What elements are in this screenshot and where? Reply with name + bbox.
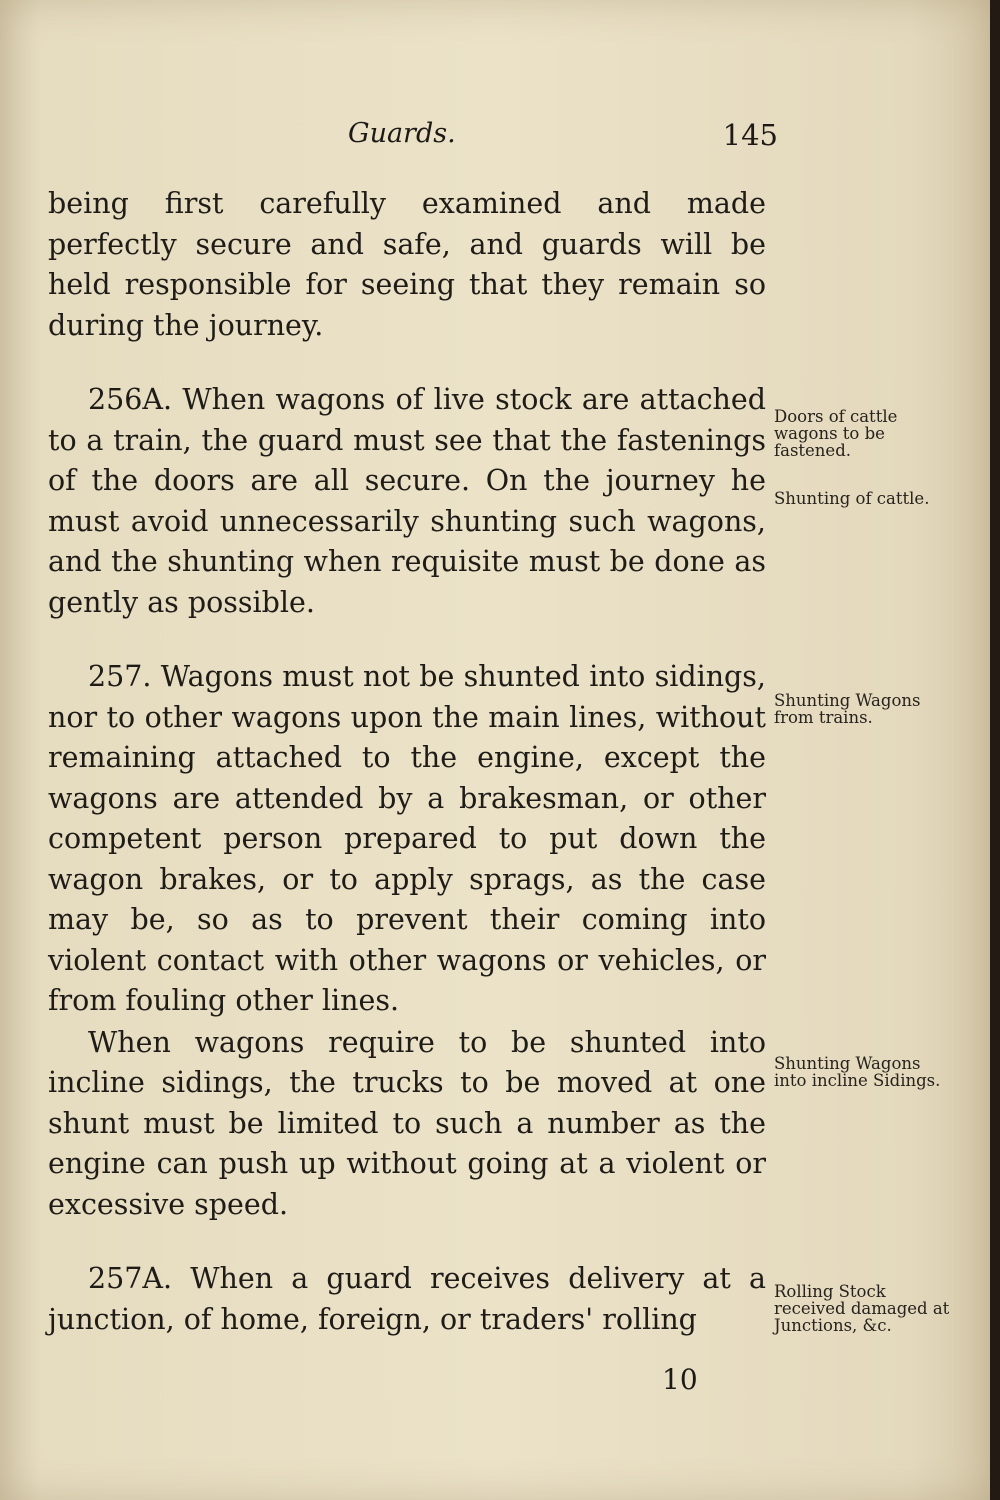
body-text — [48, 184, 766, 1340]
page-number: 145 — [722, 118, 778, 152]
paragraph-rule-257: 257. Wagons must not be shunted into sidings, nor to other wagons upon the main lines, without remaining attached to the engine, except the wagons are attended by a brakesman, or other competent person prepared to put down the wagon brakes, or to apply sprags, as the case may be, so as to prevent their coming into violent contact with other wagons or vehicles, or from fouling other lines. — [48, 660, 766, 1017]
signature-mark: 10 — [662, 1363, 698, 1396]
running-head — [348, 118, 778, 158]
book-spine-edge — [990, 0, 1000, 1500]
paragraph-rule-257-incline: When wagons require to be shunted into incline sidings, the trucks to be moved at one shunt must be limited to such a number as the engine can push up without going at a violent or excessive speed. — [48, 1025, 766, 1221]
side-note-shunting-cattle: Shunting of cattle. — [774, 489, 930, 508]
running-head-title: Guards. — [348, 118, 456, 149]
side-note-shunting-from-trains: Shunting Wagons from trains. — [774, 691, 921, 727]
paragraph-continuation: being first carefully examined and made perfectly secure and safe, and guards will be held responsible for seeing that they remain so during the journey. — [48, 187, 766, 342]
paragraph-rule-257a: 257A. When a guard receives delivery at a junction, of home, foreign, or traders' rolling — [48, 1262, 766, 1336]
side-note-incline-sidings: Shunting Wagons into incline Sidings. — [774, 1054, 941, 1090]
side-note-rolling-stock: Rolling Stock received damaged at Junctions, &c. — [774, 1282, 950, 1335]
side-note-doors-fastened: Doors of cattle wagons to be fastened. — [774, 407, 898, 460]
paragraph-rule-256a: 256A. When wagons of live stock are attached to a train, the guard must see that the fastenings of the doors are all secure. On the journey he must avoid unnecessarily shunting such wagons, and the shunting when requisite must be done as gently as possible. — [48, 383, 766, 619]
